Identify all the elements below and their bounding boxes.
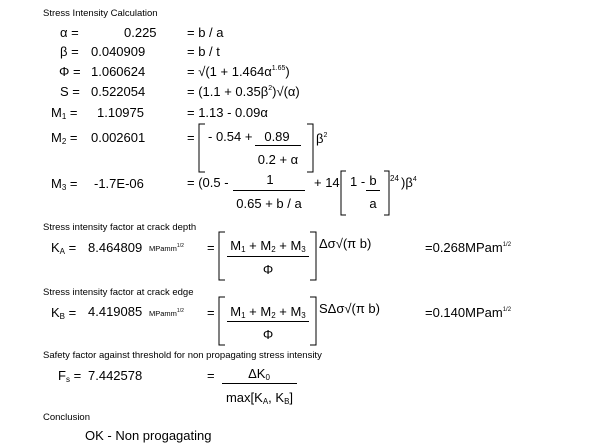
s-value: 0.522054 <box>91 84 146 99</box>
ka-tail: Δσ√(π b) <box>319 236 372 251</box>
kb-left-paren <box>218 297 226 345</box>
fs-label: $F_s$ = <box>58 368 82 384</box>
s-label: S = <box>60 84 80 99</box>
ka-unit: MPamm$^{1/2}$ <box>149 243 184 253</box>
ka-right-paren <box>309 232 317 280</box>
s-formula: = $(1.1 + 0.35\beta^2)√(\alpha)$ <box>187 84 300 99</box>
m3-label: $M_3$ = <box>51 176 78 192</box>
m3-fraction-bar <box>233 190 305 191</box>
ka-numerator: $M_1 + M_2 + M_3$ <box>230 238 306 254</box>
ka-eq: = <box>207 240 215 255</box>
kb-unit: MPamm$^{1/2}$ <box>149 308 184 318</box>
m2-tail: $\beta^2$ <box>316 131 328 146</box>
m3-left-bracket <box>340 171 347 215</box>
kb-den: Φ <box>262 327 274 342</box>
phi-label: Φ = <box>59 64 81 79</box>
edge-heading: Stress intensity factor at crack edge <box>43 287 194 298</box>
kb-right-paren <box>309 297 317 345</box>
beta-formula: = b / t <box>187 44 220 59</box>
fs-eq: = <box>207 368 215 383</box>
m2-left-paren <box>198 124 206 172</box>
kb-numerator: $M_1 + M_2 + M_3$ <box>230 304 306 320</box>
m2-eq: = <box>187 130 195 145</box>
kb-value: 4.419085 <box>88 304 143 319</box>
safety-heading: Safety factor against threshold for non propagating stress intensity <box>43 350 322 361</box>
m3-inner-bar <box>366 190 380 191</box>
m3-tail: )$\beta^4$ <box>401 175 417 190</box>
m3-start: = (0.5 - <box>187 175 229 190</box>
fs-numerator: $\Delta K_0$ <box>248 366 270 382</box>
ka-value: 8.464809 <box>88 240 143 255</box>
kb-fraction-bar <box>227 321 309 322</box>
beta-label: β = <box>60 44 79 59</box>
sheet-title: Stress Intensity Calculation <box>43 8 158 19</box>
ka-den: Φ <box>262 262 274 277</box>
phi-value: 1.060624 <box>91 64 146 79</box>
alpha-label: α = <box>60 25 79 40</box>
m2-num-frac: 0.89 <box>264 129 290 144</box>
m3-inner-num: b <box>369 173 377 188</box>
ka-result: =0.268MPam$^{1/2}$ <box>425 240 512 255</box>
m3-inner-den: a <box>369 196 377 211</box>
m3-num: 1 <box>266 172 274 187</box>
m2-right-paren <box>306 124 314 172</box>
fs-value: 7.442578 <box>88 368 143 383</box>
conclusion-heading: Conclusion <box>43 412 90 423</box>
beta-value: 0.040909 <box>91 44 146 59</box>
m1-value: 1.10975 <box>97 105 144 120</box>
m2-num-left: - 0.54 + <box>208 129 253 144</box>
m3-plus14: + 14 <box>314 175 340 190</box>
m3-exponent: 24 <box>390 174 399 183</box>
m3-value: -1.7E-06 <box>94 176 144 191</box>
m2-value: 0.002601 <box>91 130 146 145</box>
kb-eq: = <box>207 305 215 320</box>
m2-label: $M_2$ = <box>51 130 78 146</box>
kb-tail: SΔσ√(π b) <box>319 301 380 316</box>
kb-label: $K_B$ = <box>51 305 77 321</box>
m3-right-bracket <box>383 171 390 215</box>
alpha-value: 0.225 <box>124 25 157 40</box>
depth-heading: Stress intensity factor at crack depth <box>43 222 197 233</box>
ka-label: $K_A$ = <box>51 240 77 256</box>
ka-left-paren <box>218 232 226 280</box>
m2-fraction-bar <box>255 145 301 146</box>
m3-den: 0.65 + b / a <box>236 196 302 211</box>
fs-fraction-bar <box>222 383 297 384</box>
alpha-formula: = b / a <box>187 25 224 40</box>
m2-den: 0.2 + α <box>257 152 299 167</box>
m1-label: $M_1$ = <box>51 105 78 121</box>
phi-formula: = $√(1 + 1.464\alpha^{1.65})$ <box>187 64 290 79</box>
fs-denominator: $\max[K_A$, $K_B$] <box>225 390 294 406</box>
ka-fraction-bar <box>227 256 309 257</box>
m1-formula: = 1.13 - 0.09α <box>187 105 268 120</box>
kb-result: =0.140MPam$^{1/2}$ <box>425 305 512 320</box>
m3-inner-left: 1 - <box>350 174 366 189</box>
conclusion-text: OK - Non progagating <box>85 428 212 443</box>
